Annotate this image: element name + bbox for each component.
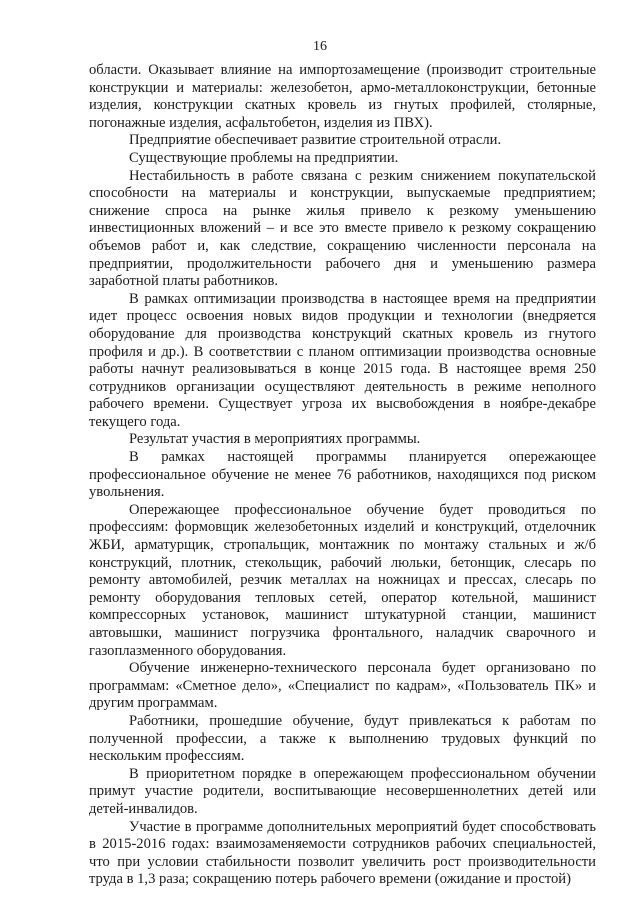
paragraph-optimization: В рамках оптимизации производства в настоящее время на предприятии идет процесс освоения новых видов продукции и технологии (внедряется оборудование для производства конструкций скатных кровель из гнутого профиля и др.). В соответствии с планом оптимизации производства основные работы начнут реализовываться в конце 2015 года. В настоящее время 250 сотрудников организации осуществляют деятельность в режиме неполного рабочего времени. Существует угроза их высвобождения в ноябре-декабре текущего года. [89,290,596,430]
page-number: 16 [313,39,327,54]
paragraph-program-benefits: Участие в программе дополнительных мероприятий будет способствовать в 2015-2016 годах: взаимозаменяемости сотрудников рабочих специальностей, что при условии стабильности позволит увеличить рост производительности труда в 1,3 раза; сокращению потерь рабочего времени (ожидание и простой) [89,818,596,888]
paragraph-advance-training: В рамках настоящей программы планируется опережающее профессиональное обучение не менее 76 работников, находящихся под риском увольнения. [89,449,596,501]
document-body [89,62,596,889]
paragraph-priority-parents: В приоритетном порядке в опережающем профессиональном обучении примут участие родители, воспитывающие несовершеннолетних детей или детей-инвалидов. [89,765,596,817]
paragraph-industry-development: Предприятие обеспечивает развитие строительной отрасли. [129,132,502,149]
paragraph-problems-heading: Существующие проблемы на предприятии. [129,149,399,166]
paragraph-engineering-training: Обучение инженерно-технического персонала будет организовано по программам: «Сметное дело», «Специалист по кадрам», «Пользователь ПК» и другим программам. [89,660,596,712]
paragraph-trained-workers: Работники, прошедшие обучение, будут привлекаться к работам по полученной профессии, а также к выполнению трудовых функций по нескольким профессиям. [89,712,596,765]
paragraph-results-heading: Результат участия в мероприятиях программы. [129,431,421,448]
paragraph-instability: Нестабильность в работе связана с резким снижением покупательской способности на материалы и конструкции, выпускаемые предприятием; снижение спроса на рынке жилья привело к резкому уменьшению инвестиционных вложений – и все это вместе привело к резкому сокращению объемов работ и, как следствие, сокращению численности персонала на предприятии, продолжительности рабочего дня и уменьшению размера заработной платы работников. [89,167,596,290]
paragraph-professions-list: Опережающее профессиональное обучение будет проводиться по профессиям: формовщик железобетонных изделий и конструкций, отделочник ЖБИ, арматурщик, стропальщик, монтажник по монтажу стальных и ж/б конструкций, плотник, стекольщик, рабочий люльки, бетонщик, слесарь по ремонту автомобилей, резчик металлах на ножницах и прессах, слесарь по ремонту оборудования тепловых сетей, оператор котельной, машинист компрессорных установок, машинист штукатурной станции, машинист автовышки, машинист погрузчика фронтального, наладчик сварочного и газоплазменного оборудования. [89,501,596,659]
paragraph-intro-continuation: области. Оказывает влияние на импортозамещение (производит строительные конструкции и материалы: железобетон, армо-металлоконструкции, бетонные изделия, конструкции скатных кровель из гнутых профилей, столярные, погонажные изделия, асфальтобетон, изделия из ПВХ). [89,62,596,131]
